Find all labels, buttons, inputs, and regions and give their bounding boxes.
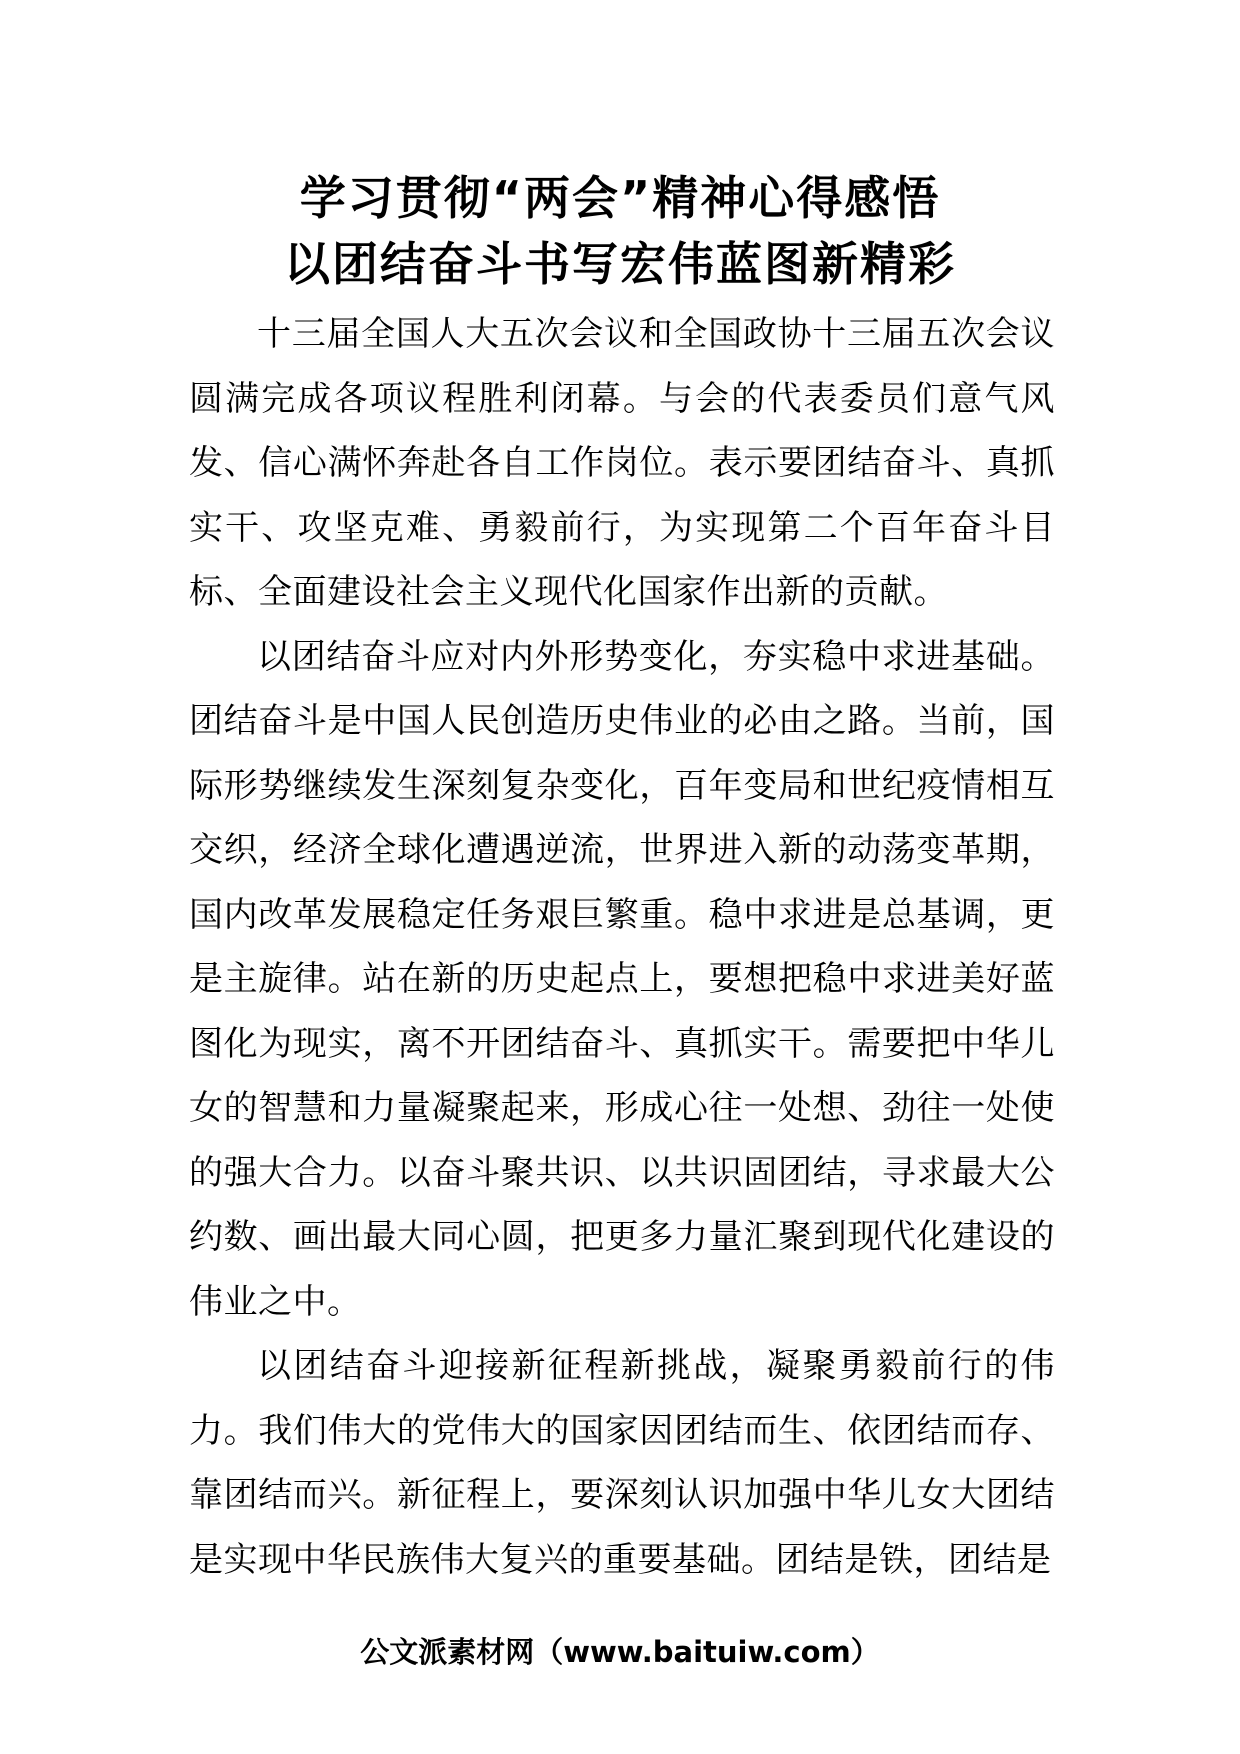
document-subtitle: 以团结奋斗书写宏伟蓝图新精彩 <box>284 237 956 291</box>
paragraph: 以团结奋斗应对内外形势变化，夯实稳中求进基础。团结奋斗是中国人民创造历史伟业的必由之路。当前，国际形势继续发生深刻复杂变化，百年变局和世纪疫情相互交织，经济全球化遭遇逆流，世界进入新的动荡变革期，国内改革发展稳定任务艰巨繁重。稳中求进是总基调，更是主旋律。站在新的历史起点上，要想把稳中求进美好蓝图化为现实，离不开团结奋斗、真抓实干。需要把中华儿女的智慧和力量凝聚起来，形成心往一处想、劲往一处使的强大合力。以奋斗聚共识、以共识固团结，寻求最大公约数、画出最大同心圆，把更多力量汇聚到现代化建设的伟业之中。 <box>189 636 1055 1322</box>
document-title: 学习贯彻“两会”精神心得感悟 <box>299 171 941 225</box>
page-footer-source: 公文派素材网（www.baituiw.com） <box>360 1635 880 1669</box>
document-body <box>189 302 1055 1592</box>
paragraph: 十三届全国人大五次会议和全国政协十三届五次会议圆满完成各项议程胜利闭幕。与会的代表委员们意气风发、信心满怀奔赴各自工作岗位。表示要团结奋斗、真抓实干、攻坚克难、勇毅前行，为实现第二个百年奋斗目标、全面建设社会主义现代化国家作出新的贡献。 <box>189 314 1055 612</box>
paragraph: 以团结奋斗迎接新征程新挑战，凝聚勇毅前行的伟力。我们伟大的党伟大的国家因团结而生、依团结而存、靠团结而兴。新征程上，要深刻认识加强中华儿女大团结是实现中华民族伟大复兴的重要基础。团结是铁，团结是 <box>189 1346 1055 1580</box>
